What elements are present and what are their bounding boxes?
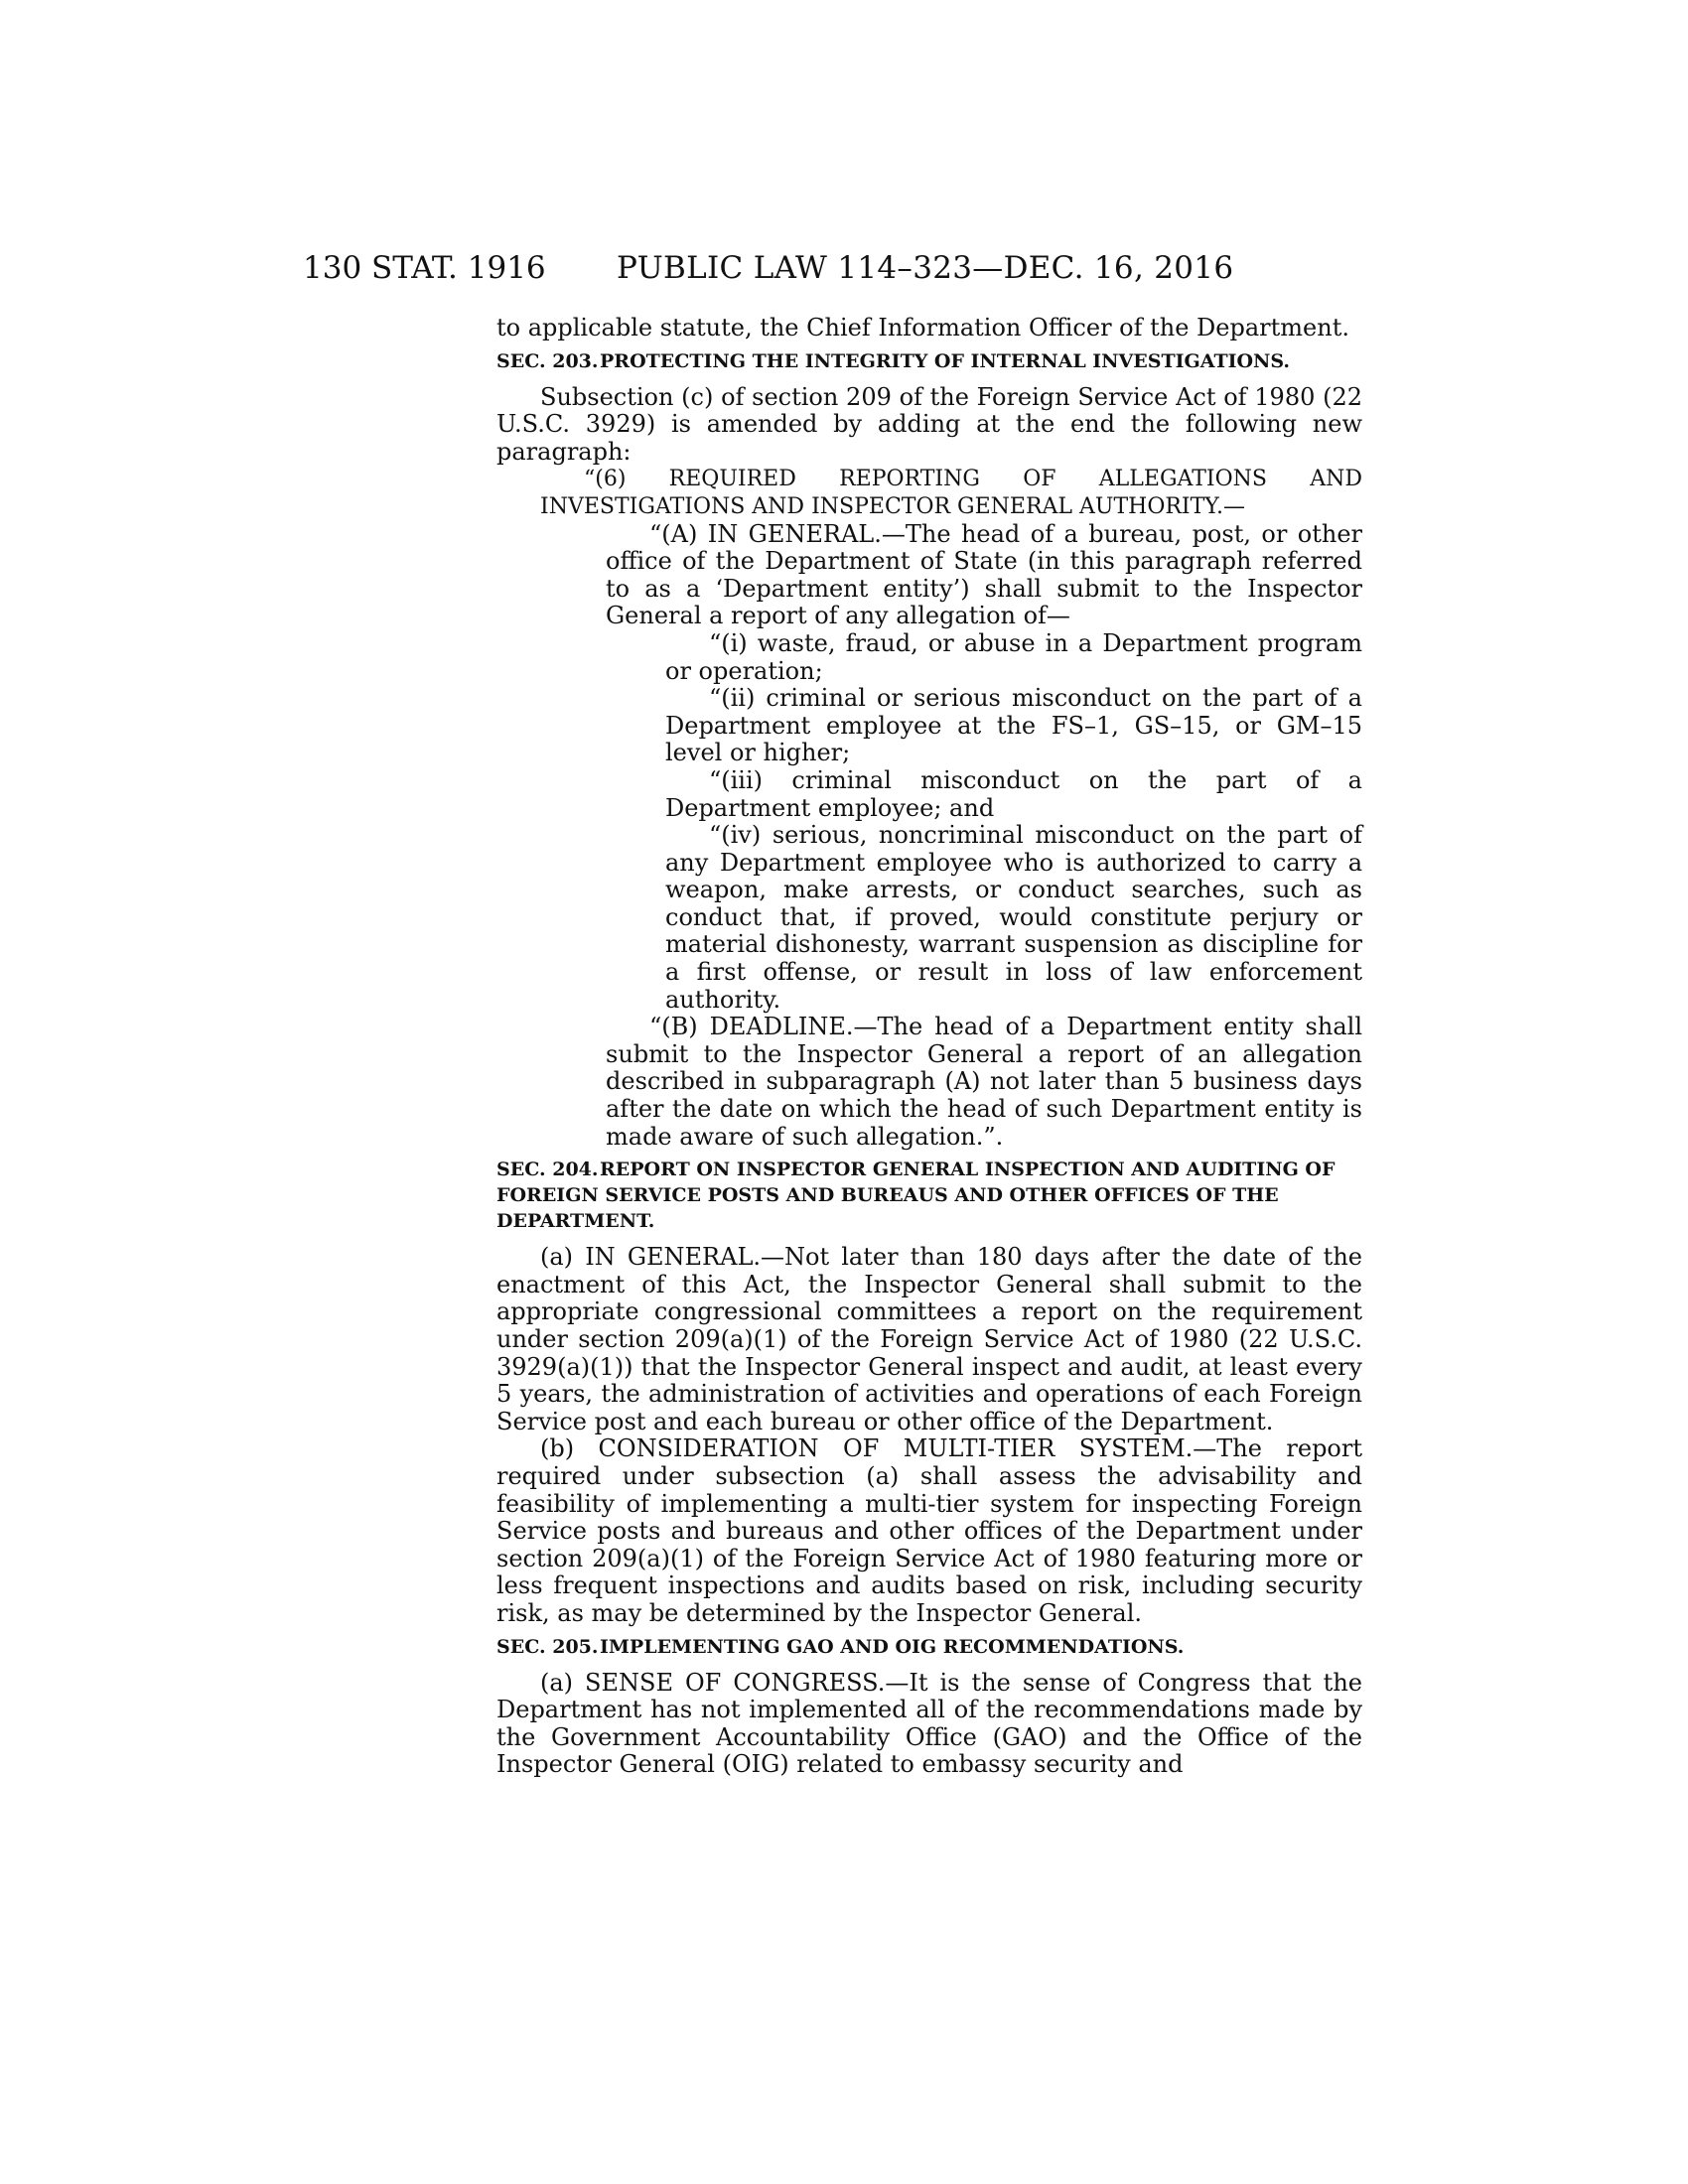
subparagraph-b: “(B) DEADLINE.—The head of a Department entity shall submit to the Inspector General a report of an allegation described in subparagraph (A) not later than 5 business days after the date on which the head of such Department entity is made aware of such allegation.”. (606, 1013, 1362, 1151)
subsection-a-sense-of-congress: (a) SENSE OF CONGRESS.—It is the sense of Congress that the Department has not implemented all of the recommendations made by the Government Accountability Office (GAO) and the Office of the Inspector General (OIG) related to embassy security and (496, 1668, 1362, 1779)
paragraph-heading: “(6) REQUIRED REPORTING OF ALLEGATIONS AND INVESTIGATIONS AND INSPECTOR GENERAL AUTHORITY.— (540, 467, 1362, 519)
section-heading-203 (496, 348, 1362, 374)
section-number: SEC. 204. (496, 1159, 599, 1181)
clause-ii: “(ii) criminal or serious misconduct on the part of a Department employee at the FS–1, GS–15, or GM–15 level or higher; (665, 684, 1362, 767)
subparagraph-a: “(A) IN GENERAL.—The head of a bureau, post, or other office of the Department of State (in this paragraph referred to as a ‘Department entity’) shall submit to the Inspector General a report of any allegation of— (606, 519, 1362, 630)
clause-iii: “(iii) criminal misconduct on the part of a Department employee; and (665, 765, 1362, 822)
running-header: PUBLIC LAW 114–323—DEC. 16, 2016 (617, 250, 1234, 286)
subsection-a: (a) IN GENERAL.—Not later than 180 days after the date of the enactment of this Act, the Inspector General shall submit to the appropriate congressional committees a report on the requirement under section 209(a)(1) of the Foreign Service Act of 1980 (22 U.S.C. 3929(a)(1)) that the Inspector General inspect and audit, at least every 5 years, the administration of activities and operations of each Foreign Service post and each bureau or other office of the Department. (496, 1243, 1362, 1435)
paragraph: Subsection (c) of section 209 of the Foreign Service Act of 1980 (22 U.S.C. 3929) is amended by adding at the end the following new paragraph: (496, 382, 1362, 466)
section-number: SEC. 203. (496, 349, 599, 372)
paragraph-continuation: to applicable statute, the Chief Information Officer of the Department. (496, 314, 1349, 341)
statute-page-number: 130 STAT. 1916 (303, 250, 546, 286)
section-title: PROTECTING THE INTEGRITY OF INTERNAL INVESTIGATIONS. (600, 349, 1291, 372)
subsection-b: (b) CONSIDERATION OF MULTI-TIER SYSTEM.—The report required under subsection (a) shall assess the advisability and feasibility of implementing a multi-tier system for inspecting Foreign Service posts and bureaus and other offices of the Department under section 209(a)(1) of the Foreign Service Act of 1980 featuring more or less frequent inspections and audits based on risk, including security risk, as may be determined by the Inspector General. (496, 1434, 1362, 1627)
clause-i: “(i) waste, fraud, or abuse in a Department program or operation; (665, 628, 1362, 685)
document-body (496, 315, 1362, 1779)
section-number: SEC. 205. (496, 1635, 599, 1658)
section-title: IMPLEMENTING GAO AND OIG RECOMMENDATIONS. (600, 1635, 1185, 1658)
section-heading-204 (496, 1157, 1362, 1234)
section-title: REPORT ON INSPECTOR GENERAL INSPECTION AND AUDITING OF FOREIGN SERVICE POSTS AND BUREAUS AND OTHER OFFICES OF THE DEPARTMENT. (496, 1159, 1336, 1233)
clause-iv: “(iv) serious, noncriminal misconduct on the part of any Department employee who is authorized to carry a weapon, make arrests, or conduct searches, such as conduct that, if proved, would constitute perjury or material dishonesty, warrant suspension as discipline for a first offense, or result in loss of law enforcement authority. (665, 821, 1362, 1014)
section-heading-205 (496, 1634, 1362, 1660)
